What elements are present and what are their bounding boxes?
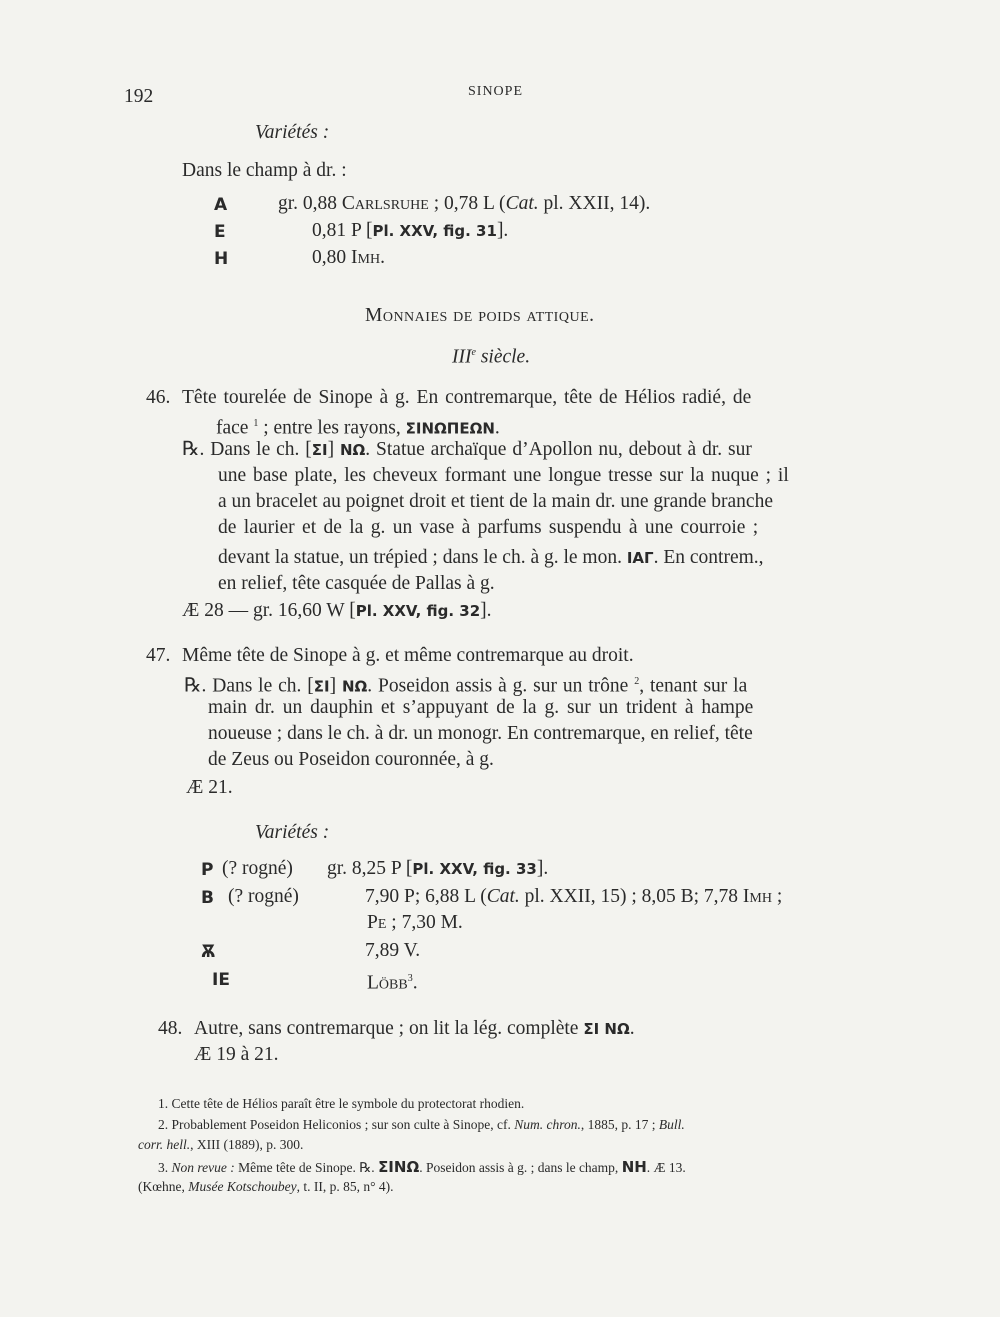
mint-mark-e: E	[214, 222, 226, 242]
entry-46-line-4: une base plate, les cheveux formant une longue tresse sur la nuque ; il	[218, 465, 789, 486]
running-title: SINOPE	[468, 84, 524, 99]
footnote-3: 3. Non revue : Même tête de Sinope. ℞. ΣΙΝΩ. Poseidon assis à g. ; dans le champ, ΝΗ. Æ 13.	[158, 1158, 686, 1176]
variety-2-row-2-note: (? rogné)	[228, 886, 299, 907]
mint-mark-h: H	[214, 249, 229, 269]
entry-47-number: 47.	[146, 645, 171, 666]
mint-mark-b: B	[201, 888, 214, 908]
variety-2-row-3: 7,89 V.	[365, 940, 421, 961]
footnote-3-cont: (Kœhne, Musée Kotschoubey, t. II, p. 85, n° 4).	[138, 1179, 394, 1194]
entry-47-line-6: Æ 21.	[186, 777, 233, 798]
entry-48-number: 48.	[158, 1018, 183, 1039]
monogram-mark: ΙΑΓ	[626, 549, 654, 567]
entry-46-number: 46.	[146, 387, 171, 408]
varietes-heading-2: Variétés :	[255, 822, 330, 843]
variety-2-row-1-note: (? rogné)	[222, 858, 293, 879]
entry-47-line-2: ℞. Dans le ch. [ΣΙ] ΝΩ. Poseidon assis à g. sur un trône $^2$, tenant sur la	[184, 675, 748, 697]
entry-46-line-7: devant la statue, un trépied ; dans le ch. à g. le mon. ΙΑΓ. En contrem.,	[218, 547, 764, 568]
champ-label: Dans le champ à dr. :	[182, 160, 347, 181]
entry-46-line-9: Æ 28 — gr. 16,60 W [Pl. XXV, fig. 32].	[182, 600, 492, 621]
mint-mark-ie: ΙΕ	[212, 970, 230, 990]
entry-48-line-1: Autre, sans contremarque ; on lit la lég. complète ΣΙ ΝΩ.	[194, 1018, 635, 1039]
varietes-heading: Variétés :	[255, 122, 330, 143]
mint-mark-p: P	[201, 860, 214, 880]
entry-47-line-5: de Zeus ou Poseidon couronnée, à g.	[208, 749, 494, 770]
entry-46-line-3: ℞. Dans le ch. [ΣΙ] ΝΩ. Statue archaïque d’Apollon nu, debout à dr. sur	[182, 439, 752, 460]
variety-2-row-4: Löbb$^3$.	[367, 972, 418, 994]
footnote-1: 1. Cette tête de Hélios paraît être le symbole du protectorat rhodien.	[158, 1096, 525, 1111]
entry-46-line-5: a un bracelet au poignet droit et tient de la main dr. une grande branche	[218, 491, 773, 512]
entry-46-line-8: en relief, tête casquée de Pallas à g.	[218, 573, 495, 594]
section-title: Monnaies de poids attique.	[365, 305, 595, 326]
entry-46-line-1: Tête tourelée de Sinope à g. En contremarque, tête de Hélios radié, de	[182, 387, 752, 408]
entry-46-line-2: face $^1$ ; entre les rayons, ΣΙΝΩΠΕΩΝ.	[216, 417, 500, 439]
entry-47-line-3: main dr. un dauphin et s’appuyant de la g. sur un trident à hampe	[208, 697, 754, 718]
mint-mark-box: Ѫ	[201, 942, 216, 962]
entry-48-line-2: Æ 19 à 21.	[194, 1044, 279, 1065]
footnote-2-cont: corr. hell., XIII (1889), p. 300.	[138, 1137, 304, 1152]
variety-2-row-1: gr. 8,25 P [Pl. XXV, fig. 33].	[327, 858, 549, 879]
entry-47-line-4: noueuse ; dans le ch. à dr. un monogr. En contremarque, en relief, tête	[208, 723, 753, 744]
variety-2-row-2-cont: Pe ; 7,30 M.	[367, 912, 463, 933]
entry-46-line-6: de laurier et de la g. un vase à parfums suspendu à une courroie ;	[218, 517, 759, 538]
section-century: IIIe siècle.	[452, 346, 531, 368]
footnote-2: 2. Probablement Poseidon Heliconios ; sur son culte à Sinope, cf. Num. chron., 1885, p. 17 ; Bull.	[158, 1117, 685, 1132]
variety-2-row-2: 7,90 P; 6,88 L (Cat. pl. XXII, 15) ; 8,05 B; 7,78 Imh ;	[365, 886, 783, 907]
variety-row-3: 0,80 Imh.	[312, 247, 385, 268]
page-number: 192	[124, 86, 154, 107]
entry-47-line-1: Même tête de Sinope à g. et même contremarque au droit.	[182, 645, 634, 666]
variety-row-2: 0,81 P [Pl. XXV, fig. 31].	[312, 220, 509, 241]
variety-row-1: gr. 0,88 Carlsruhe ; 0,78 L (Cat. pl. XXII, 14).	[278, 193, 651, 214]
mint-mark-a: A	[214, 195, 228, 215]
